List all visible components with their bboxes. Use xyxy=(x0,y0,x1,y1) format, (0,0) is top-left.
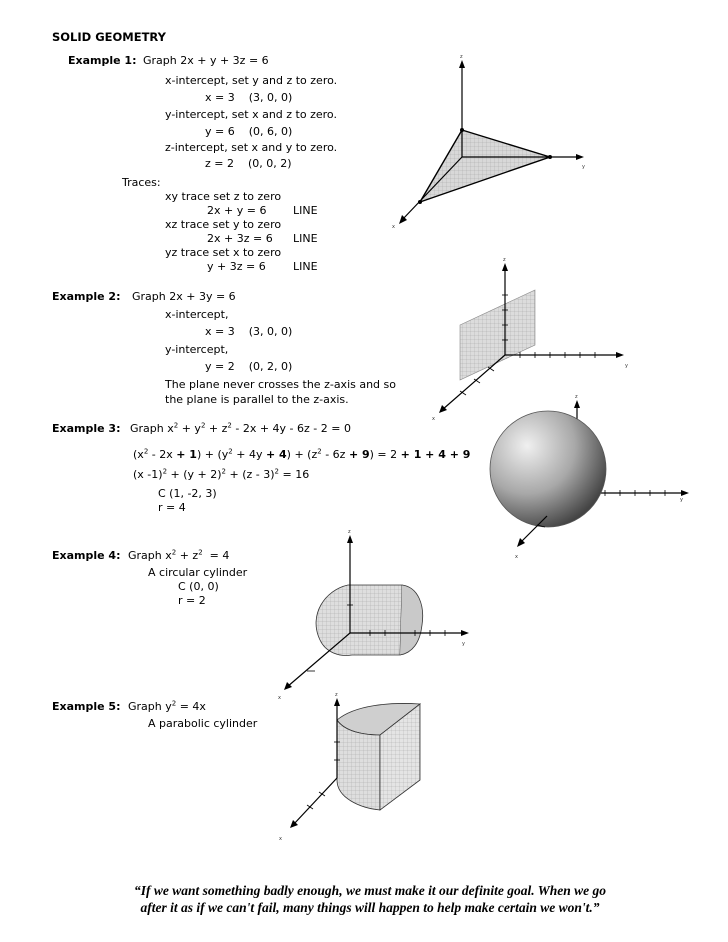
example-5-task: Graph $y^2 = 4x$ xyxy=(128,699,206,713)
x-axis-label: x xyxy=(278,695,281,701)
z-axis-label: z xyxy=(460,54,463,60)
trace-xz-eq: 2x + 3z = 6 xyxy=(207,232,273,245)
traces-label: Traces: xyxy=(122,176,161,189)
z-axis-label: z xyxy=(575,394,578,400)
ex1-line-6: z = 2 (0, 0, 2) xyxy=(205,157,292,170)
trace-xy-kind: LINE xyxy=(293,204,318,217)
example-1-label: Example 1: xyxy=(68,54,137,67)
ex2-note-2: the plane is parallel to the z-axis. xyxy=(165,393,349,406)
z-axis-label: z xyxy=(335,692,338,698)
example-2-task: Graph 2x + 3y = 6 xyxy=(132,290,236,303)
example-1-task: Graph 2x + y + 3z = 6 xyxy=(143,54,269,67)
ex3-center: C (1, -2, 3) xyxy=(158,487,217,500)
x-axis-label: x xyxy=(392,224,395,230)
y-axis-label: y xyxy=(462,641,465,647)
trace-yz-eq: y + 3z = 6 xyxy=(207,260,266,273)
ex1-line-1: x-intercept, set y and z to zero. xyxy=(165,74,338,87)
z-axis-label: z xyxy=(348,529,351,535)
trace-xz-desc: xz trace set y to zero xyxy=(165,218,282,231)
vertical-plane xyxy=(460,290,535,380)
ex1-line-5: z-intercept, set x and y to zero. xyxy=(165,141,338,154)
x-axis xyxy=(287,633,350,687)
example-3-sphere-graph xyxy=(485,394,700,560)
plane-triangle xyxy=(420,130,550,202)
ex2-note-1: The plane never crosses the z-axis and so xyxy=(165,378,396,391)
y-axis-label: y xyxy=(680,497,683,503)
ex5-desc: A parabolic cylinder xyxy=(148,717,258,730)
example-3-label: Example 3: xyxy=(52,422,121,435)
motivational-quote xyxy=(90,882,650,916)
z-axis-label: z xyxy=(503,257,506,263)
ex3-standard-form: (x $-1)^2 + (y + 2)^2 + (z - 3)^2 = 16$ xyxy=(133,467,310,481)
ex1-line-4: y = 6 (0, 6, 0) xyxy=(205,125,293,138)
example-5-label: Example 5: xyxy=(52,700,121,713)
ex3-radius: r = 4 xyxy=(158,501,186,514)
example-4-cylinder-graph xyxy=(270,525,480,710)
ex2-line-3: y-intercept, xyxy=(165,343,229,356)
ex2-line-4: y = 2 (0, 2, 0) xyxy=(205,360,293,373)
cylinder-end xyxy=(400,585,423,655)
y-axis-label: y xyxy=(625,363,628,369)
x-axis xyxy=(293,778,337,825)
example-3-task: Graph $x^2 + y^2 + z^2 - 2x + 4y - 6z - 2 = 0$ xyxy=(130,421,351,435)
cylinder-body xyxy=(316,585,402,655)
sphere xyxy=(490,411,606,527)
ex2-line-1: x-intercept, xyxy=(165,308,229,321)
trace-yz-desc: yz trace set x to zero xyxy=(165,246,282,259)
ex4-radius: r = 2 xyxy=(178,594,206,607)
trace-xz-kind: LINE xyxy=(293,232,318,245)
trace-xy-desc: xy trace set z to zero xyxy=(165,190,282,203)
quote-line-1: “If we want something badly enough, we must make it our definite goal. When we go xyxy=(134,883,606,898)
example-4-task: Graph $x^2 + z^2 = 4$ xyxy=(128,548,230,562)
example-2-label: Example 2: xyxy=(52,290,121,303)
x-axis-label: x xyxy=(515,554,518,560)
example-4-label: Example 4: xyxy=(52,549,121,562)
example-5-parabolic-graph xyxy=(275,690,450,850)
trace-yz-kind: LINE xyxy=(293,260,318,273)
example-1-plane-graph xyxy=(390,50,590,235)
page-title: SOLID GEOMETRY xyxy=(52,30,166,44)
ex2-line-2: x = 3 (3, 0, 0) xyxy=(205,325,293,338)
ex4-center: C (0, 0) xyxy=(178,580,219,593)
ex1-line-3: y-intercept, set x and z to zero. xyxy=(165,108,337,121)
trace-xy-eq: 2x + y = 6 xyxy=(207,204,267,217)
x-axis-label: x xyxy=(432,416,435,422)
quote-line-2: after it as if we can't fail, many things will happen to help make certain we won't.” xyxy=(140,900,600,915)
ex1-line-2: x = 3 (3, 0, 0) xyxy=(205,91,293,104)
x-axis-label: x xyxy=(279,836,282,842)
y-axis-label: y xyxy=(582,164,585,170)
ex4-desc: A circular cylinder xyxy=(148,566,248,579)
ex3-completed-square: $(x^2 - 2x + 1) + (y^2 + 4y + 4) + (z^2 - 6z + 9) = 2 + 1 + 4 + 9$ xyxy=(133,447,471,461)
